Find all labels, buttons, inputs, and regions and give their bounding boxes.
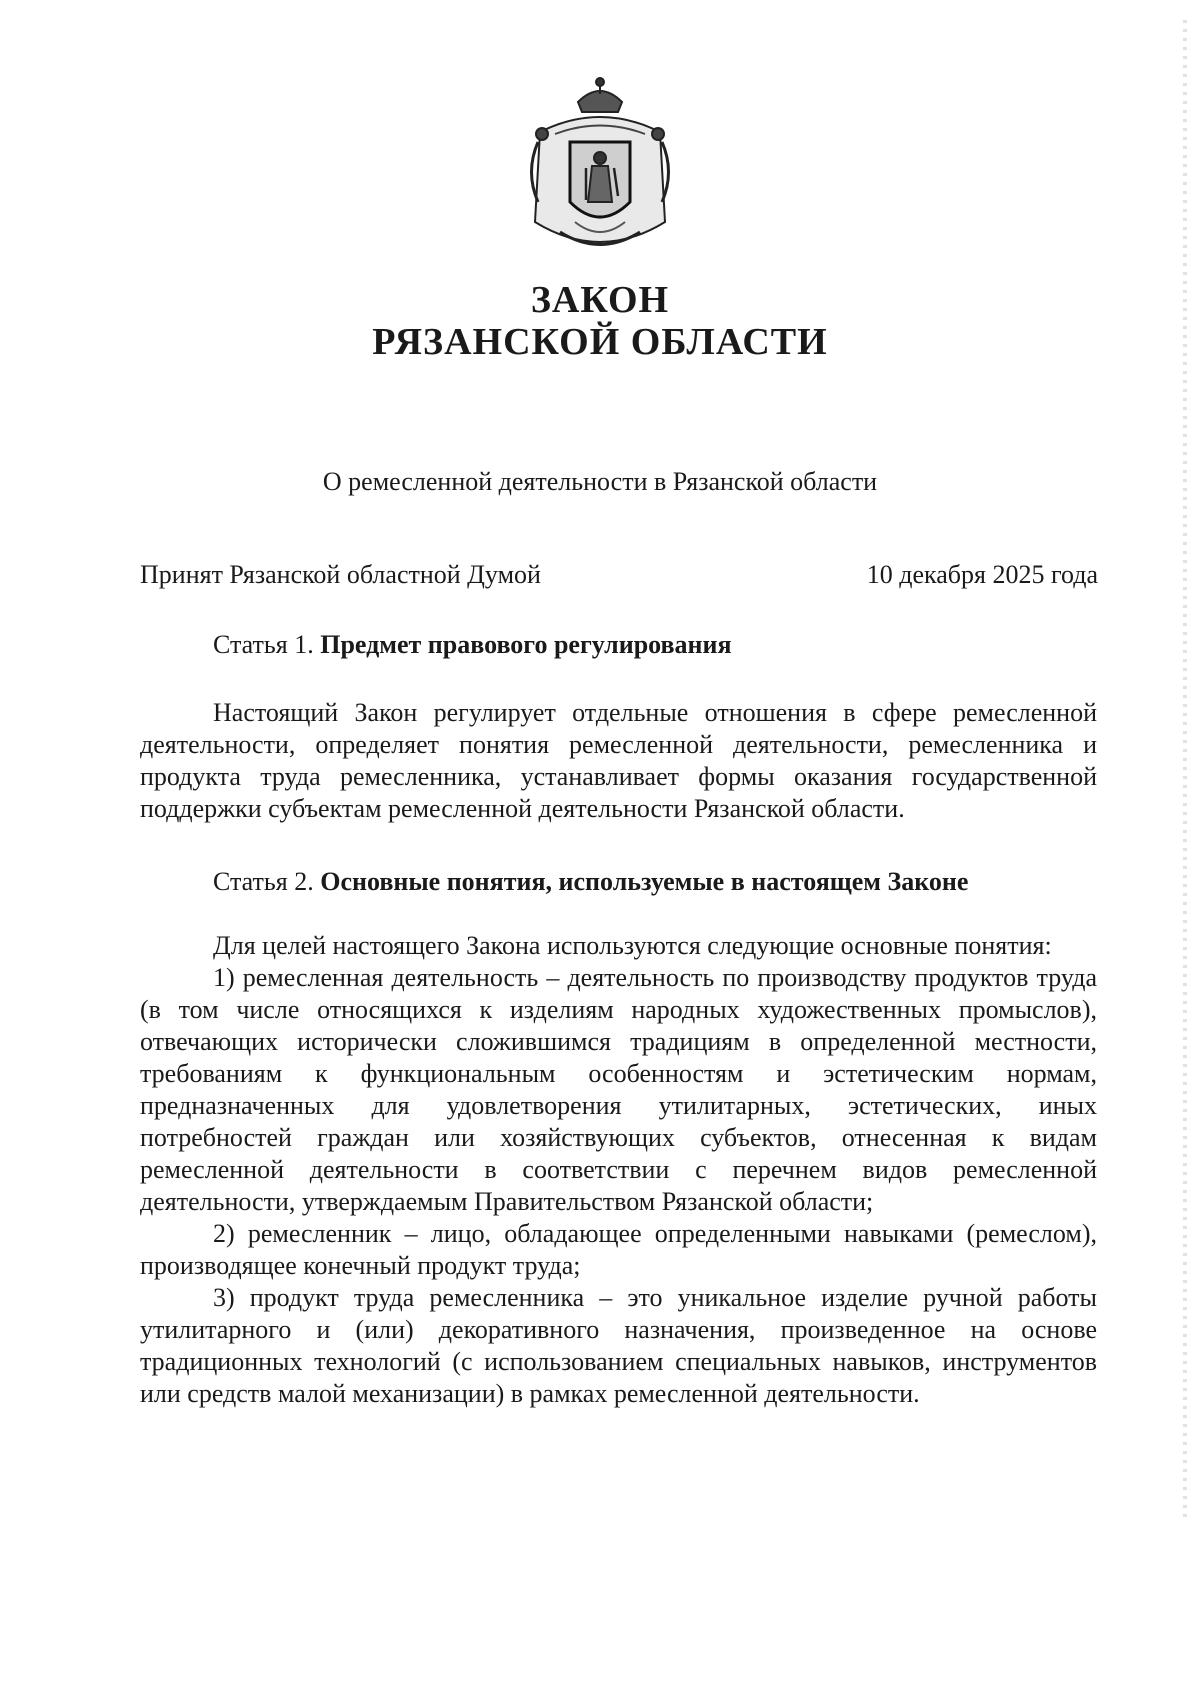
article-2-heading (213, 867, 968, 897)
definition-item: 3) продукт труда ремесленника – это уникальное изделие ручной работы утилитарного и (или) декоративного назначения, произведенное на основе традиционных технологий (с использованием специальных навыков, инструментов или средств малой механизации) в рамках ремесленной деятельности. (140, 1283, 1097, 1408)
scan-edge-artifact (1183, 20, 1187, 1520)
ryazan-coat-of-arms-icon (500, 72, 700, 272)
law-title: ЗАКОН (530, 279, 670, 321)
definition-item: 1) ремесленная деятельность – деятельность по производству продуктов труда (в том числе относящихся к изделиям народных художественных промыслов), отвечающих исторически сложившимся традициям в определенной местности, требованиям к функциональным особенностям и эстетическим нормам, предназначенных для удовлетворения утилитарных, эстетических, иных потребностей граждан или хозяйствующих субъектов, отнесенная к видам ремесленной деятельности в соответствии с перечнем видов ремесленной деятельности, утверждаемым Правительством Рязанской области; (140, 963, 1097, 1216)
law-subtitle: О ремесленной деятельности в Рязанской области (322, 467, 878, 496)
article-1-heading (213, 630, 732, 660)
paragraph: Настоящий Закон регулирует отдельные отношения в сфере ремесленной деятельности, определяет понятия ремесленной деятельности, ремесленника и продукта труда ремесленника, устанавливает формы оказания государственной поддержки субъектам ремесленной деятельности Рязанской области. (140, 698, 1097, 823)
article-number: Статья 1. (213, 630, 314, 659)
paragraph: Для целей настоящего Закона используются следующие основные понятия: (213, 931, 1052, 960)
adopted-date: 10 декабря 2025 года (866, 560, 1098, 589)
article-2-body (140, 930, 1097, 1410)
adopted-by: Принят Рязанской областной Думой (140, 560, 541, 589)
law-region: РЯЗАНСКОЙ ОБЛАСТИ (372, 321, 828, 363)
article-title: Основные понятия, используемые в настоящем Законе (320, 867, 969, 896)
article-1-body (140, 697, 1097, 825)
article-number: Статья 2. (213, 867, 314, 896)
definition-item: 2) ремесленник – лицо, обладающее определенными навыками (ремеслом), производящее конечный продукт труда; (140, 1219, 1097, 1280)
article-title: Предмет правового регулирования (320, 630, 732, 659)
